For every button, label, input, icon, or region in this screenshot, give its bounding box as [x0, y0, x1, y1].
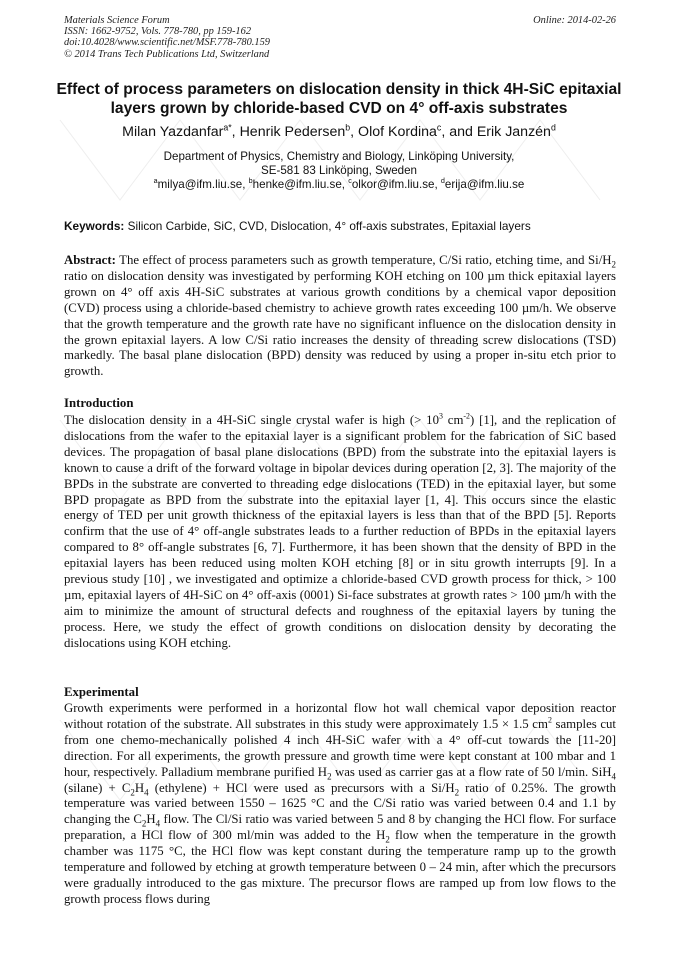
exp-text: samples cut from one chemo-mechanically polished 4 inch 4H-SiC wafer with a 4° off-cut towards the [11-20] direction. For all experiments, the growth pressure and growth time were kept constant at 100 mbar and 1 hour, respectively. Palladium membrane purified H: [64, 716, 616, 779]
introduction-paragraph: [64, 413, 616, 652]
exp-text: H: [134, 780, 145, 795]
exp-subscript: 4: [144, 787, 149, 798]
author-name: Milan Yazdanfar: [122, 124, 224, 140]
exp-text: (ethylene) + HCl were used as precursors with a Si/H: [148, 780, 455, 795]
email-separator: ,: [434, 178, 441, 191]
journal-header: [64, 15, 616, 60]
affiliation-address: SE-581 83 Linköping, Sweden: [261, 164, 417, 177]
journal-copyright: © 2014 Trans Tech Publications Ltd, Switzerland: [64, 48, 270, 60]
exp-subscript: 2: [130, 787, 135, 798]
exp-subscript: 4: [611, 771, 617, 782]
exp-text: Growth experiments were performed in a horizontal flow hot wall chemical vapor deposition reactor without rotation of the substrate. All substrates in this study were approximately 1.5 × 1.5 cm: [64, 701, 616, 731]
email-superscript: a: [153, 176, 158, 186]
introduction-heading: Introduction: [64, 396, 134, 410]
email-link[interactable]: olkor@ifm.liu.se: [351, 178, 435, 191]
exp-subscript: 2: [385, 834, 390, 845]
intro-text: cm: [442, 413, 464, 427]
exp-text: was used as carrier gas at a flow rate of 50 l/min. SiH: [331, 764, 612, 779]
exp-text: (silane) + C: [64, 780, 131, 795]
keywords-text: Silicon Carbide, SiC, CVD, Dislocation, 4° off-axis substrates, Epitaxial layers: [124, 219, 531, 233]
experimental-heading: Experimental: [64, 685, 139, 699]
abstract-text: The effect of process parameters such as growth temperature, C/Si ratio, etching time, and Si/H: [115, 253, 612, 267]
author-name: Erik Janzén: [476, 124, 551, 140]
author-separator: ,: [350, 124, 359, 140]
exp-subscript: 2: [141, 818, 147, 829]
author-separator: , and: [441, 124, 477, 140]
author-name: Olof Kordina: [358, 124, 437, 140]
keywords: [64, 219, 616, 233]
author-superscript: b: [345, 122, 351, 133]
email-link[interactable]: milya@ifm.liu.se: [157, 178, 243, 191]
author-name: Henrik Pedersen: [239, 124, 346, 140]
intro-text: The dislocation density in a 4H-SiC single crystal wafer is high (> 10: [64, 413, 439, 427]
exp-subscript: 2: [327, 771, 332, 782]
exp-text: H: [146, 812, 156, 827]
abstract-label: Abstract:: [64, 253, 116, 267]
email-superscript: c: [348, 176, 352, 186]
email-separator: ,: [341, 178, 349, 191]
email-link[interactable]: erija@ifm.liu.se: [444, 178, 525, 191]
online-date: Online: 2014-02-26: [533, 15, 616, 26]
email-link[interactable]: henke@ifm.liu.se: [252, 178, 342, 191]
journal-name: Materials Science Forum: [64, 15, 170, 26]
exp-subscript: 2: [454, 787, 460, 798]
journal-issn: ISSN: 1662-9752, Vols. 778-780, pp 159-162: [64, 26, 252, 38]
author-superscript: d: [550, 122, 556, 133]
affiliation-department: Department of Physics, Chemistry and Biology, Linköping University,: [163, 150, 515, 163]
author-emails: [40, 178, 638, 192]
email-separator: ,: [242, 178, 249, 191]
email-superscript: d: [440, 176, 445, 186]
exp-subscript: 4: [155, 818, 161, 829]
exp-text: flow when the temperature in the growth chamber was 1175 °C, the HCl flow was kept constant during the temperature ramp up to the growth temperature and followed by etching at growth temperature between 0 – 24 min, after which the precursors were gradually introduced to the gas mixture. The precursor flows are ramped up from low flows to the growth process flows during: [64, 828, 616, 906]
abstract: [64, 253, 616, 380]
intro-superscript: 3: [438, 411, 443, 421]
author-separator: ,: [231, 124, 240, 140]
intro-text: ) [1], and the replication of dislocations from the wafer to the epitaxial layer is a significant problem for the fabrication of SiC based devices. The propagation of basal plane dislocations (BPD) from the substrate into the epitaxial layers is known to cause a drift of the forward voltage in bipolar devices during operation [2, 3]. The majority of the BPDs in the substrate are converted to threading edge dislocations (TED) in the epitaxial layer, but some BPD propagate as BPD from the substrate into the epitaxial layer [1, 4]. This occurs since the elastic energy of TED per unit growth thickness of the epitaxial layers is less than that of the BPD [5]. Reports confirm that the use of 4° off-angle substrates leads to a further reduction of BPDs in the epitaxial layers compared to 8° off-angle substrates [6, 7]. Furthermore, it has been shown that the density of BPD in the epitaxial layers has been reduced using molten KOH etching [8] or in situ growth interrupts [9]. In a previous study [10] , we investigated and optimize a chloride-based CVD growth process for thick, > 100 µm, epitaxial layers of 4H-SiC on 4° off-axis (0001) Si-face substrates at growth rates > 100 µm/h with the aim to minimize the amount of structural defects and roughness of the epitaxial layers by tuning the process. Here, we study the effect of growth conditions on dislocation density by decorating the dislocations using KOH etching.: [64, 413, 617, 650]
paper-title: Effect of process parameters on dislocation density in thick 4H-SiC epitaxial layers grown by chloride-based CVD on 4° off-axis substrates: [56, 81, 622, 117]
email-superscript: b: [248, 176, 253, 186]
experimental-paragraph: [64, 701, 616, 908]
intro-superscript: -2: [463, 411, 471, 421]
abstract-text: ratio on dislocation density was investigated by performing KOH etching on 100 µm thick epitaxial layers grown on 4° off axis 4H-SiC substrates at various growth conditions by a chemical vapor deposition (CVD) process using a chloride-based chemistry to achieve growth rates exceeding 100 µm/h. We observe that the growth temperature and the growth rate have no significant influence on the dislocation density in the grown epitaxial layers. A low C/Si ratio increases the density of threading screw dislocations (TSD) markedly. The basal plane dislocation (BPD) density was reduced by using a proper in-situ etch prior to growth.: [64, 268, 616, 379]
abstract-subscript: 2: [611, 259, 616, 270]
affiliation: [40, 150, 638, 192]
journal-doi: doi:10.4028/www.scientific.net/MSF.778-780.159: [64, 37, 270, 49]
exp-text: flow. The Cl/Si ratio was varied between 5 and 8 by changing the HCl flow. For surface preparation, a HCl flow of 300 ml/min was added to the H: [64, 812, 617, 843]
author-superscript: c: [436, 122, 442, 133]
author-list: [40, 124, 638, 141]
author-superscript: a*: [223, 122, 232, 133]
exp-text: ratio of 0.25%. The growth temperature was varied between 1550 – 1625 °C and the C/Si ratio was varied between 0.4 and 1.1 by changing the C: [64, 780, 616, 827]
exp-superscript: 2: [547, 715, 552, 725]
keywords-label: Keywords:: [64, 219, 125, 233]
